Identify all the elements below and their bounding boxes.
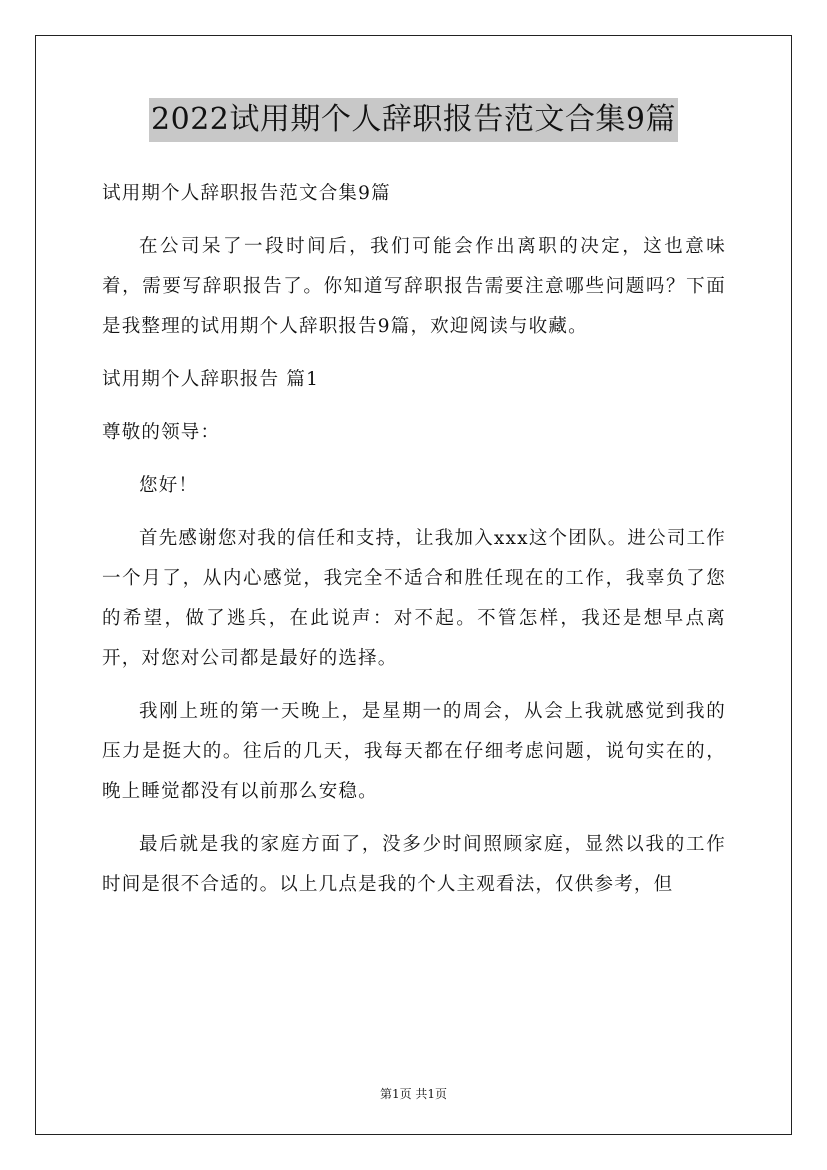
title-container — [0, 98, 827, 142]
body-paragraph: 我刚上班的第一天晚上，是星期一的周会，从会上我就感觉到我的压力是挺大的。往后的几天，我每天都在仔细考虑问题，说句实在的，晚上睡觉都没有以前那么安稳。 — [102, 701, 726, 802]
body-paragraph: 首先感谢您对我的信任和支持，让我加入xxx这个团队。进公司工作一个月了，从内心感觉，我完全不适合和胜任现在的工作，我辜负了您的希望，做了逃兵，在此说声：对不起。不管怎样，我还是想早点离开，对您对公司都是最好的选择。 — [102, 528, 726, 669]
greeting: 您好！ — [139, 475, 199, 496]
subtitle-paragraph: 试用期个人辞职报告范文合集9篇 — [102, 183, 391, 204]
document-body — [102, 174, 726, 918]
document-title: 2022试用期个人辞职报告范文合集9篇 — [149, 98, 678, 142]
section-heading: 试用期个人辞职报告 篇1 — [102, 369, 320, 390]
salutation: 尊敬的领导： — [102, 422, 221, 443]
body-paragraph: 最后就是我的家庭方面了，没多少时间照顾家庭，显然以我的工作时间是很不合适的。以上几点是我的个人主观看法，仅供参考，但 — [102, 834, 726, 895]
intro-paragraph: 在公司呆了一段时间后，我们可能会作出离职的决定，这也意味着，需要写辞职报告了。你知道写辞职报告需要注意哪些问题吗？下面是我整理的试用期个人辞职报告9篇，欢迎阅读与收藏。 — [102, 236, 726, 337]
page-footer: 第1页 共1页 — [379, 1087, 448, 1101]
